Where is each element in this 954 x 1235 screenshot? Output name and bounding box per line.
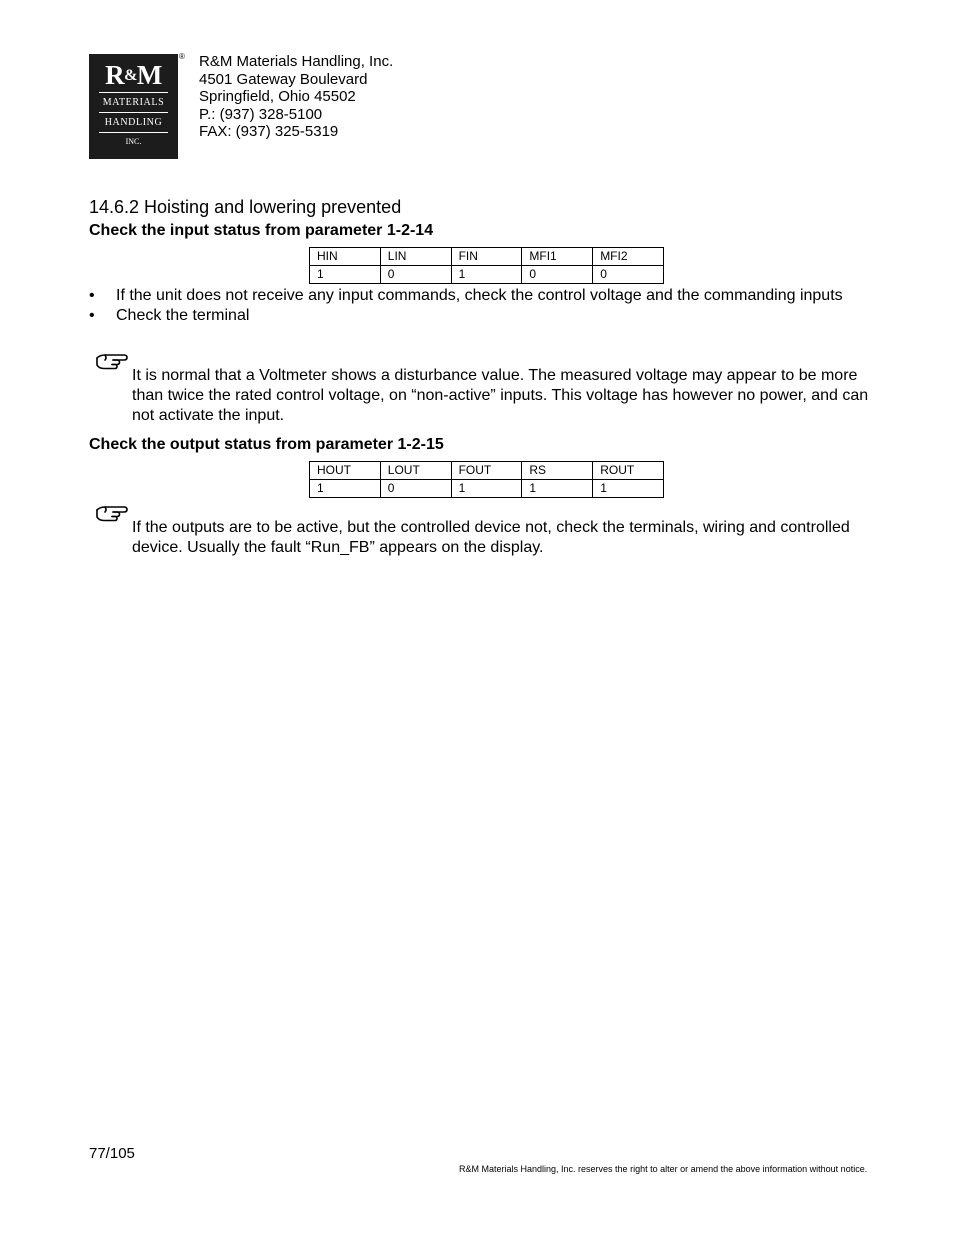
bullet-text: Check the terminal <box>116 306 250 324</box>
input-status-heading: Check the input status from parameter 1-2-14 <box>89 222 434 239</box>
table-header-cell: RS <box>522 462 593 480</box>
table-cell: 1 <box>310 266 381 284</box>
table-header-cell: ROUT <box>593 462 664 480</box>
input-status-table <box>309 247 664 284</box>
table-cell: 0 <box>380 480 451 498</box>
address-line: R&M Materials Handling, Inc. <box>199 53 394 70</box>
bullet-text: If the unit does not receive any input commands, check the control voltage and the commanding inputs <box>116 287 843 304</box>
output-status-heading: Check the output status from parameter 1-2-15 <box>89 436 444 453</box>
table-header-cell: FOUT <box>451 462 522 480</box>
table-cell: 0 <box>593 266 664 284</box>
address-line: Springfield, Ohio 45502 <box>199 88 356 105</box>
pointing-hand-icon <box>94 352 134 372</box>
table-header-cell: MFI1 <box>522 248 593 266</box>
table-cell: 1 <box>451 266 522 284</box>
bullet-marker: • <box>89 287 95 304</box>
table-row <box>310 480 664 498</box>
bullet-marker: • <box>89 306 95 324</box>
logo-materials: MATERIALS <box>102 97 165 108</box>
logo-divider <box>99 92 168 93</box>
table-header-cell: HOUT <box>310 462 381 480</box>
note-text: If the outputs are to be active, but the controlled device not, check the terminals, wiring and controlled device. Usually the fault “Run_FB” appears on the display. <box>132 519 850 556</box>
table-cell: 0 <box>380 266 451 284</box>
logo-rm: R&M <box>105 60 162 90</box>
logo-inc: INC. <box>125 137 142 146</box>
table-cell: 1 <box>451 480 522 498</box>
table-header-cell: MFI2 <box>593 248 664 266</box>
table-cell: 0 <box>522 266 593 284</box>
note-text: It is normal that a Voltmeter shows a disturbance value. The measured voltage may appear to be more than twice the rated control voltage, on “non-active” inputs. This voltage has however no power, and can not activate the input. <box>132 367 869 424</box>
footer-disclaimer: R&M Materials Handling, Inc. reserves the right to alter or amend the above information without notice. <box>459 1164 868 1174</box>
table-header-cell: HIN <box>310 248 381 266</box>
output-status-table <box>309 461 664 498</box>
table-cell: 1 <box>593 480 664 498</box>
table-header-cell: LIN <box>380 248 451 266</box>
list-item <box>89 286 869 306</box>
note-block <box>89 518 879 558</box>
table-row <box>310 266 664 284</box>
logo-handling: HANDLING <box>104 117 163 128</box>
company-logo <box>89 54 178 159</box>
bullet-list <box>89 286 869 325</box>
logo-divider <box>99 112 168 113</box>
address-line: 4501 Gateway Boulevard <box>199 70 368 88</box>
table-header-row <box>310 462 664 480</box>
table-header-cell: FIN <box>451 248 522 266</box>
address-line: FAX: (937) 325-5319 <box>199 123 339 140</box>
note-block <box>89 366 879 426</box>
table-header-cell: LOUT <box>380 462 451 480</box>
list-item <box>89 306 869 326</box>
logo-divider <box>99 132 168 133</box>
pointing-hand-icon <box>94 504 134 524</box>
table-cell: 1 <box>310 480 381 498</box>
page-number: 77/105 <box>89 1145 135 1162</box>
section-title: 14.6.2 Hoisting and lowering prevented <box>89 197 402 217</box>
address-line: P.: (937) 328-5100 <box>199 105 323 123</box>
registered-mark: ® <box>179 52 185 61</box>
company-address <box>199 53 393 141</box>
table-header-row <box>310 248 664 266</box>
table-cell: 1 <box>522 480 593 498</box>
